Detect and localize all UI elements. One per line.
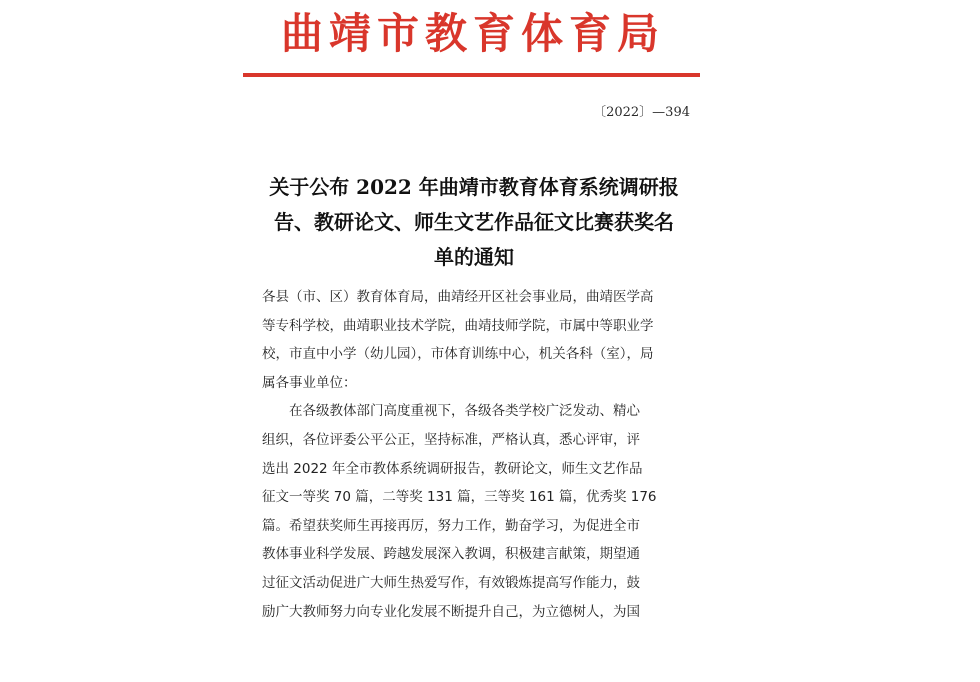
addressee-line: 校，市直中小学（幼儿园），市体育训练中心，机关各科（室），局 [262,346,654,363]
body-line: 组织，各位评委公平公正，坚持标准，严格认真，悉心评审，评 [262,431,640,448]
body-line: 励广大教师努力向专业化发展不断提升自己，为立德树人，为国 [262,603,640,620]
document-body [262,283,694,626]
body-line: 在各级教体部门高度重视下，各级各类学校广泛发动、精心 [289,403,640,420]
addressee-line: 属各事业单位： [262,374,357,391]
red-divider-rule [243,73,700,77]
body-line: 教体事业科学发展、跨越发展深入教调，积极建言献策，期望通 [262,546,640,563]
body-line: 篇。希望获奖师生再接再厉，努力工作，勤奋学习，为促进全市 [262,517,640,534]
document-title [254,170,694,275]
title-line: 关于公布 2022 年曲靖市教育体育系统调研报 [269,175,679,199]
addressee-line: 等专科学校，曲靖职业技术学院，曲靖技师学院，市属中等职业学 [262,317,654,334]
document-number: 〔2022〕—394 [593,105,690,120]
title-line: 单的通知 [434,245,514,269]
issuer-letterhead: 曲靖市教育体育局 [280,9,665,58]
addressee-line: 各县（市、区）教育体育局，曲靖经开区社会事业局，曲靖医学高 [262,289,654,305]
body-line: 征文一等奖 70 篇，二等奖 131 篇，三等奖 161 篇，优秀奖 176 [262,489,657,506]
title-line: 告、教研论文、师生文艺作品征文比赛获奖名 [274,210,674,234]
body-line: 过征文活动促进广大师生热爱写作，有效锻炼提高写作能力，鼓 [262,574,640,591]
body-line: 选出 2022 年全市教体系统调研报告，教研论文，师生文艺作品 [262,460,643,477]
